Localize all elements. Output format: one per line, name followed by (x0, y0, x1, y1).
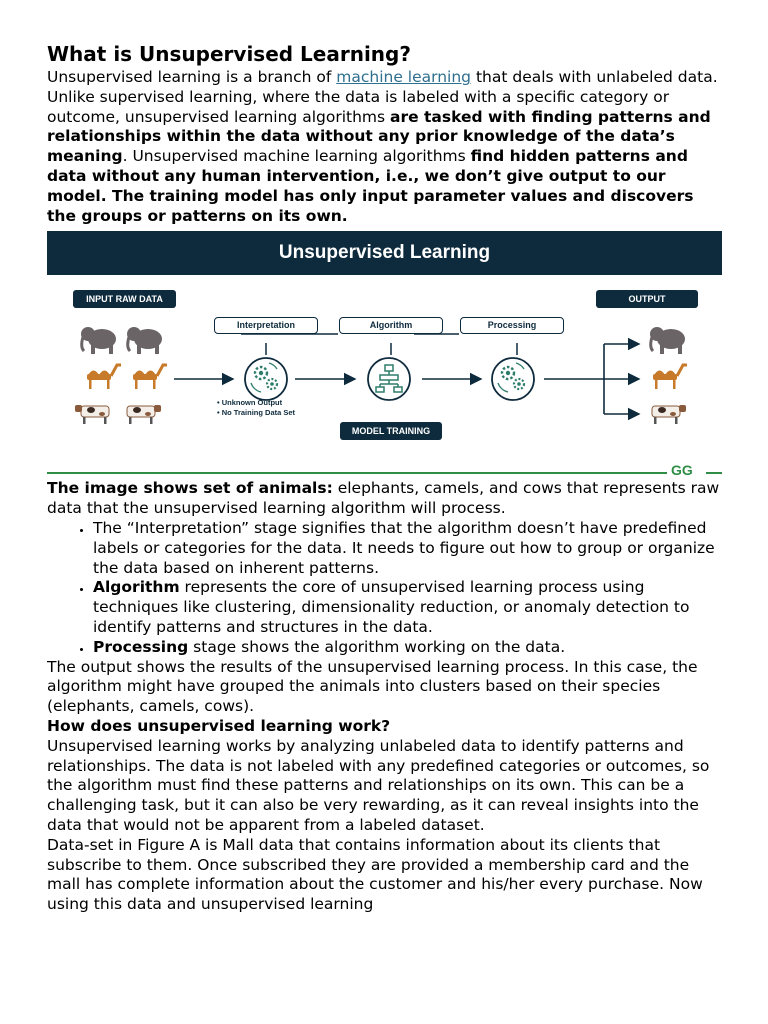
flowchart-icon (368, 358, 410, 400)
intro-bold-1: are tasked with finding patterns and relationships within the data without any prior knowledge of the data’s meaning (47, 107, 711, 166)
camel-icon (653, 365, 687, 389)
animals-text: elephants, camels, and cows that represents raw data that the unsupervised learning algorithm will process. (47, 479, 720, 518)
intro-bold-2: find hidden patterns and data without any human intervention, i.e., we don’t give output to our model. The training model has only input parameter values and discovers the groups or patterns on its own. (47, 147, 694, 225)
how-it-works-paragraph: Unsupervised learning works by analyzing unlabeled data to identify patterns and relationships. The data is not labeled with any predefined categories or outcomes, so the algorithm must find these patterns and relationships on its own. This can be a challenging task, but it can also be very rewarding, as it can reveal insights into the data that would not be apparent from a labeled dataset. (47, 736, 710, 834)
gears-icon (245, 358, 287, 400)
stage-algorithm: Algorithm (339, 317, 443, 334)
training-notes (217, 398, 295, 418)
section-subheading: How does unsupervised learning work? (47, 716, 391, 735)
list-item: • Algorithm represents the core of unsupervised learning process using techniques like clustering, dimensionality reduction, or anomaly detection to identify patterns and structures in the data. (93, 578, 727, 637)
animals-bold: The image shows set of animals: (47, 479, 333, 498)
cow-icon (652, 405, 686, 424)
model-training-tag: MODEL TRAINING (340, 422, 442, 440)
stage-interpretation: Interpretation (214, 317, 318, 334)
stage-processing: Processing (460, 317, 564, 334)
elephant-icon (81, 327, 116, 354)
elephant-icon (650, 327, 685, 354)
intro-paragraph (47, 68, 727, 226)
cow-icon (127, 405, 161, 424)
elephant-icon (127, 327, 162, 354)
note-no-training-data: • No Training Data Set (217, 408, 296, 418)
camel-icon (133, 365, 167, 389)
figure-title: Unsupervised Learning (47, 231, 722, 275)
note-unknown-output: • Unknown Output (217, 398, 283, 408)
camel-icon (87, 365, 121, 389)
intro-text-2: that deals with unlabeled data. Unlike supervised learning, where the data is labeled with a specific category or outcome, unsupervised learning algorithms (47, 68, 718, 126)
dataset-paragraph: Data-set in Figure A is Mall data that contains information about its clients that subscribe to them. Once subscribed they are provided a membership card and the mall has complete information about the customer and his/her every purchase. Now using this data and unsupervised learning (47, 835, 703, 914)
page-title: What is Unsupervised Learning? (47, 42, 411, 66)
input-raw-data-tag: INPUT RAW DATA (73, 290, 176, 308)
processing-gears-icon (492, 358, 534, 400)
intro-text-3: . Unsupervised machine learning algorithms (122, 147, 471, 166)
cow-icon (75, 405, 109, 424)
unsupervised-learning-figure (47, 231, 722, 461)
output-tag: OUTPUT (596, 290, 698, 308)
output-paragraph: The output shows the results of the unsupervised learning process. In this case, the algorithm might have grouped the animals into clusters based on their species (elephants, camels, cows). (47, 657, 698, 716)
machine-learning-link[interactable]: machine learning (336, 68, 472, 86)
section-divider (47, 462, 722, 479)
list-item: • The “Interpretation” stage signifies that the algorithm doesn’t have predefined labels or categories for the data. It needs to figure out how to group or organize the data based on inherent patterns. (93, 519, 727, 578)
gfg-logo-icon: GG (671, 462, 693, 479)
list-item: • Processing stage shows the algorithm working on the data. (93, 638, 727, 658)
intro-text-1: Unsupervised learning is a branch of (47, 68, 337, 86)
article-content (47, 40, 727, 915)
stage-list (47, 519, 727, 658)
animals-paragraph (47, 479, 727, 519)
